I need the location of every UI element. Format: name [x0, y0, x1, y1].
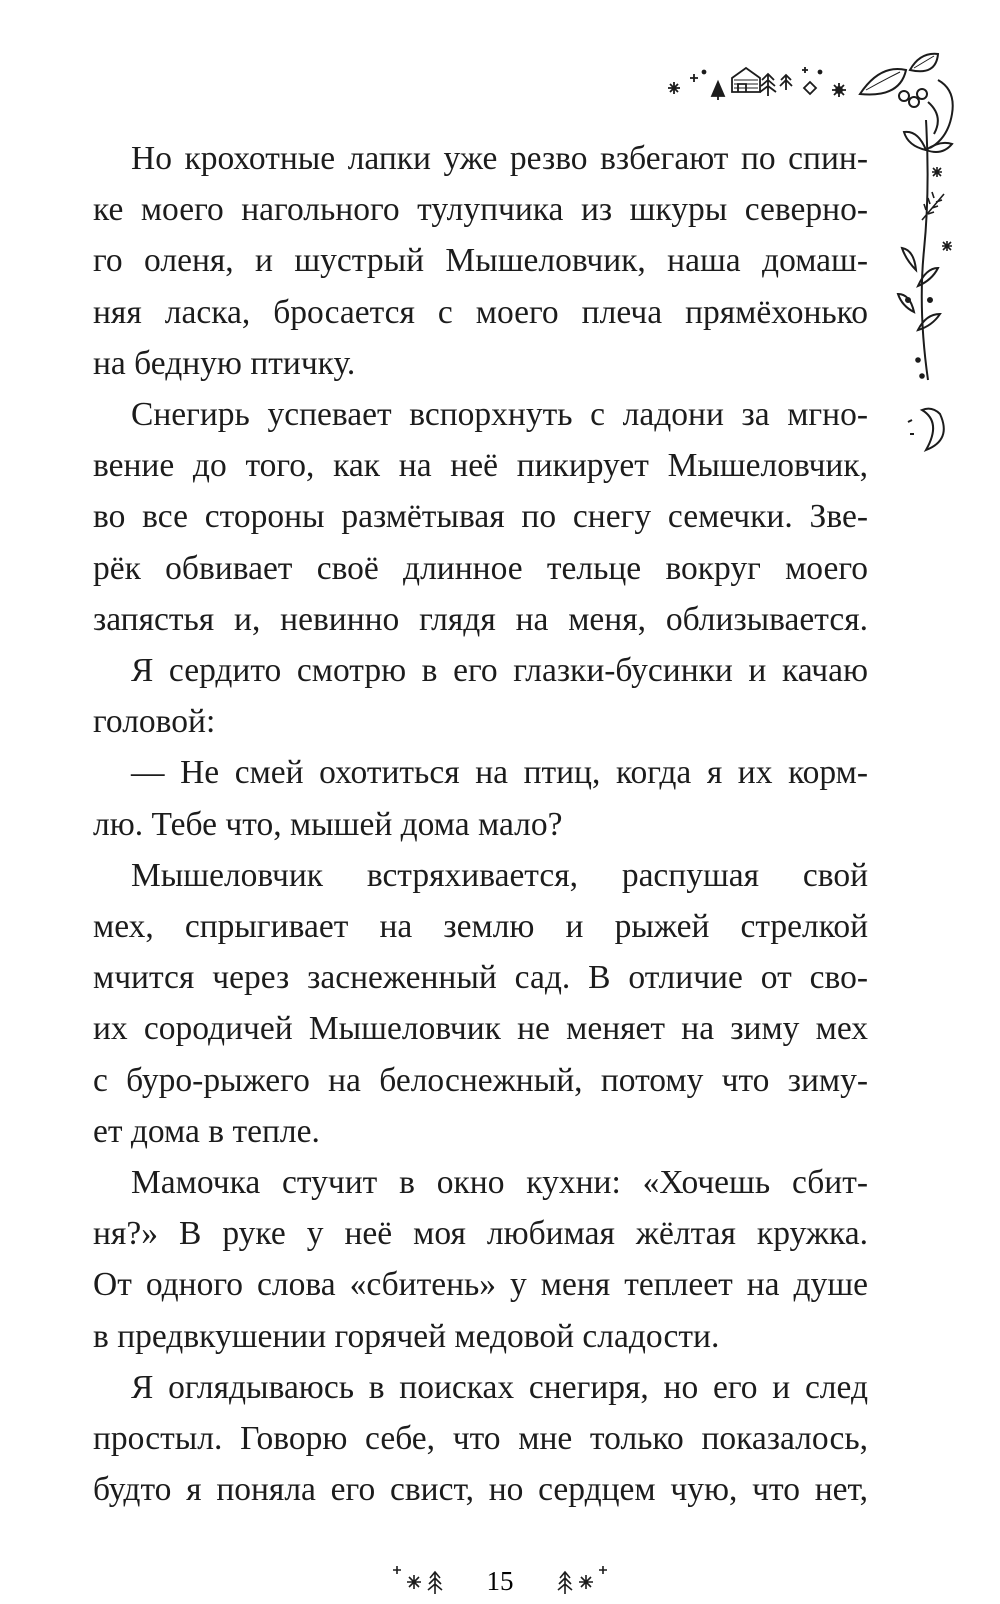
text-line: в предвкушении горячей медовой сладости. — [93, 1317, 720, 1355]
text-line: От одного слова «сбитень» у меня теплеет на душе — [93, 1266, 868, 1304]
text-line: ня?» В руке у неё моя любимая жёлтая кружка. — [93, 1215, 868, 1253]
paragraph — [93, 645, 868, 747]
text-line: го оленя, и шустрый Мышеловчик, наша домаш- — [93, 242, 868, 280]
text-line: на бедную птичку. — [93, 344, 356, 382]
main-text — [93, 133, 868, 1515]
paragraph — [93, 747, 868, 849]
text-line: няя ласка, бросается с моего плеча прямёхонько — [93, 293, 868, 331]
text-line: мчится через заснеженный сад. В отличие от сво- — [93, 959, 868, 997]
text-line: рёк обвивает своё длинное тельце вокруг моего — [93, 549, 868, 587]
paragraph — [93, 1157, 868, 1362]
text-line: Я сердито смотрю в его глазки-бусинки и качаю — [131, 652, 868, 690]
text-line: вение до того, как на неё пикирует Мышеловчик, — [93, 447, 868, 485]
text-line: — Не смей охотиться на птиц, когда я их корм- — [131, 754, 868, 792]
text-line: мех, спрыгивает на землю и рыжей стрелкой — [93, 908, 868, 946]
text-line: Я оглядываюсь в поисках снегиря, но его и след — [131, 1368, 868, 1406]
page-number: 15 — [486, 1566, 514, 1596]
footer-ornament — [385, 1560, 615, 1600]
text-line: простыл. Говорю себе, что мне только показалось, — [93, 1420, 868, 1458]
text-line: будто я поняла его свист, но сердцем чую, что нет, — [93, 1471, 868, 1509]
text-line: Мамочка стучит в окно кухни: «Хочешь сбит- — [131, 1164, 868, 1202]
paragraph — [93, 850, 868, 1157]
text-line: ке моего нагольного тулупчика из шкуры северно- — [93, 191, 868, 229]
text-line: с буро-рыжего на белоснежный, потому что зиму- — [93, 1061, 868, 1099]
text-line: во все стороны размётывая по снегу семечки. Зве- — [93, 498, 868, 536]
text-line: Мышеловчик встряхивается, распушая свой — [131, 856, 868, 894]
paragraph — [93, 133, 868, 389]
text-line: головой: — [93, 703, 216, 741]
text-line: Снегирь успевает вспорхнуть с ладони за мгно- — [131, 396, 868, 434]
paragraph — [93, 389, 868, 645]
snowflake-tree-right-icon — [558, 1566, 607, 1594]
snowflake-tree-left-icon — [393, 1566, 442, 1594]
text-line: лю. Тебе что, мышей дома мало? — [93, 805, 563, 843]
text-line: их сородичей Мышеловчик не меняет на зиму мех — [93, 1010, 868, 1048]
text-line: ет дома в тепле. — [93, 1112, 320, 1150]
text-line: запястья и, невинно глядя на меня, облизывается. — [93, 600, 868, 638]
paragraph — [93, 1362, 868, 1516]
page-footer — [0, 1560, 1000, 1600]
text-line: Но крохотные лапки уже резво взбегают по спин- — [131, 140, 868, 177]
